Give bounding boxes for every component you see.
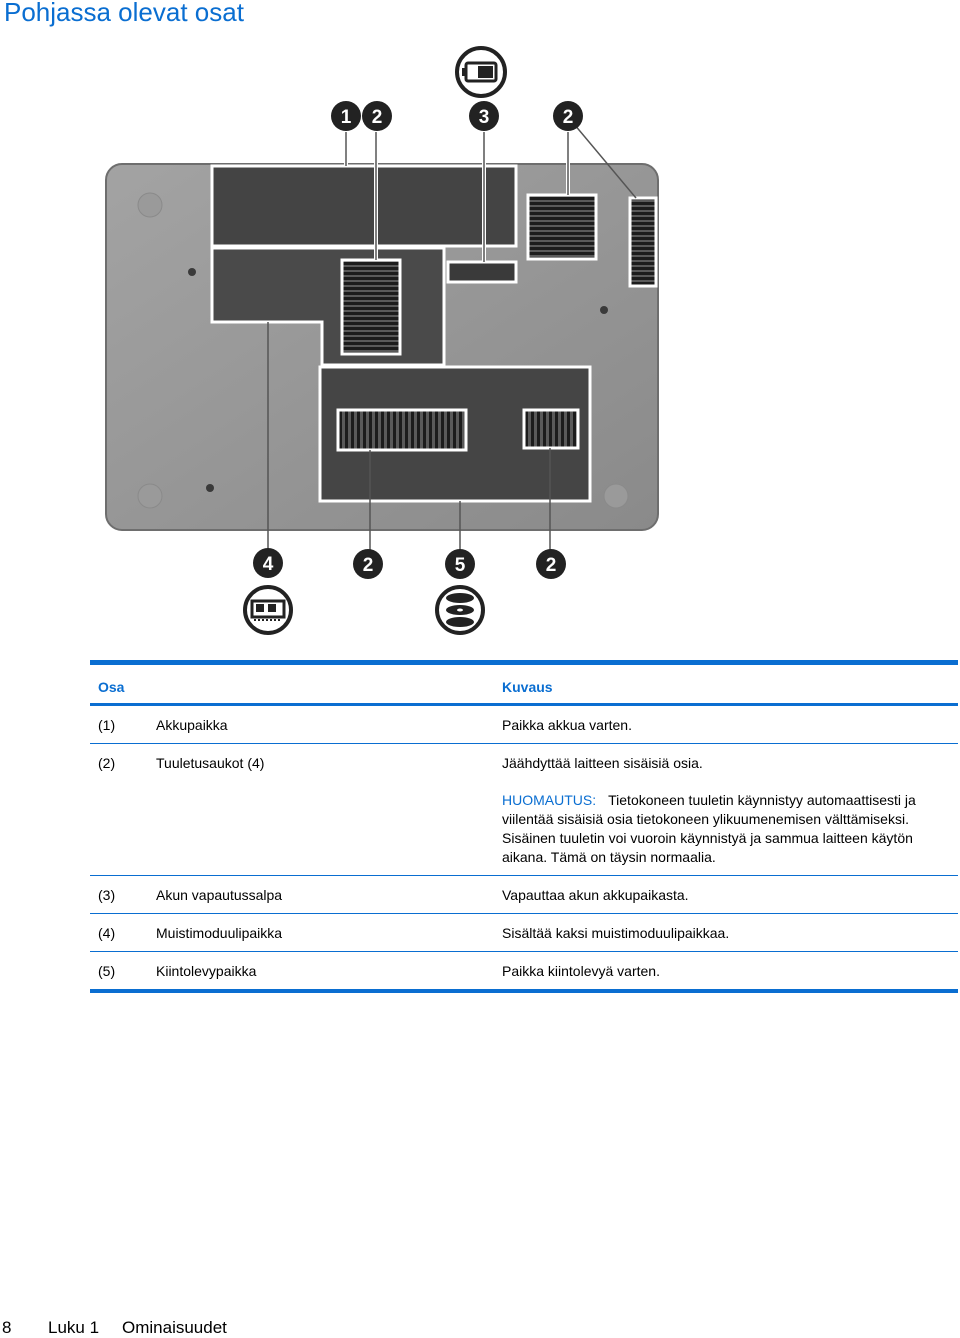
laptop-bottom-figure [0, 40, 960, 650]
row-description: Paikka akkua varten. [494, 705, 958, 744]
chapter-title: Ominaisuudet [122, 1318, 227, 1337]
vent-1 [342, 260, 400, 354]
vent-3 [630, 198, 656, 286]
row-description: Jäähdyttää laitteen sisäisiä osia. [502, 755, 703, 771]
callout-bottom-4 [536, 549, 566, 579]
svg-text:4: 4 [262, 554, 274, 575]
table-row [90, 744, 958, 876]
row-part-name: Kiintolevypaikka [148, 952, 494, 992]
page-footer [2, 1318, 227, 1338]
svg-text:2: 2 [545, 555, 557, 576]
svg-text:5: 5 [454, 555, 466, 576]
note-label: HUOMAUTUS: [502, 792, 597, 808]
svg-text:2: 2 [562, 107, 574, 128]
table-row [90, 705, 958, 744]
page-title: Pohjassa olevat osat [4, 0, 244, 27]
parts-table [90, 660, 958, 993]
vent-5 [524, 410, 578, 448]
header-part: Osa [90, 663, 494, 705]
row-description-with-note [494, 744, 958, 876]
chapter-label: Luku 1 [48, 1318, 100, 1337]
row-number: (1) [90, 705, 148, 744]
row-description: Sisältää kaksi muistimoduulipaikkaa. [494, 914, 958, 952]
row-part-name: Akun vapautussalpa [148, 876, 494, 914]
table-row [90, 952, 958, 992]
callout-top-3 [469, 101, 499, 131]
battery-bay [212, 166, 516, 246]
row-part-name: Akkupaikka [148, 705, 494, 744]
callout-top-4 [553, 101, 583, 131]
callout-bottom-1 [253, 548, 283, 578]
page-number: 8 [2, 1318, 12, 1337]
callout-bottom-2 [353, 549, 383, 579]
header-description: Kuvaus [494, 663, 958, 705]
row-number: (5) [90, 952, 148, 992]
row-number: (3) [90, 876, 148, 914]
row-number: (2) [90, 744, 148, 876]
callout-bottom-3 [445, 549, 475, 579]
battery-icon [457, 48, 505, 96]
callout-top-2 [362, 101, 392, 131]
svg-text:2: 2 [362, 555, 374, 576]
table-row [90, 914, 958, 952]
note [502, 791, 950, 867]
svg-text:3: 3 [478, 107, 490, 128]
vent-4 [338, 410, 466, 450]
memory-module-icon [245, 587, 291, 633]
callout-top-1 [331, 101, 361, 131]
row-number: (4) [90, 914, 148, 952]
svg-text:2: 2 [371, 107, 383, 128]
note-text: Tietokoneen tuuletin käynnistyy automaattisesti ja viilentää sisäisiä osia tietokoneen ylikuumenemisen välttämiseksi. Sisäinen tuuletin voi vuoroin käynnistyä ja sammua laitteen käytön aikana. Tämä on täysin normaalia. [502, 792, 916, 865]
row-part-name: Muistimoduulipaikka [148, 914, 494, 952]
battery-release-latch [448, 262, 516, 282]
row-description: Paikka kiintolevyä varten. [494, 952, 958, 992]
row-part-name: Tuuletusaukot (4) [148, 744, 494, 876]
row-description: Vapauttaa akun akkupaikasta. [494, 876, 958, 914]
table-row [90, 876, 958, 914]
svg-text:1: 1 [340, 107, 352, 128]
hard-drive-icon [437, 587, 483, 633]
vent-2 [528, 195, 596, 259]
